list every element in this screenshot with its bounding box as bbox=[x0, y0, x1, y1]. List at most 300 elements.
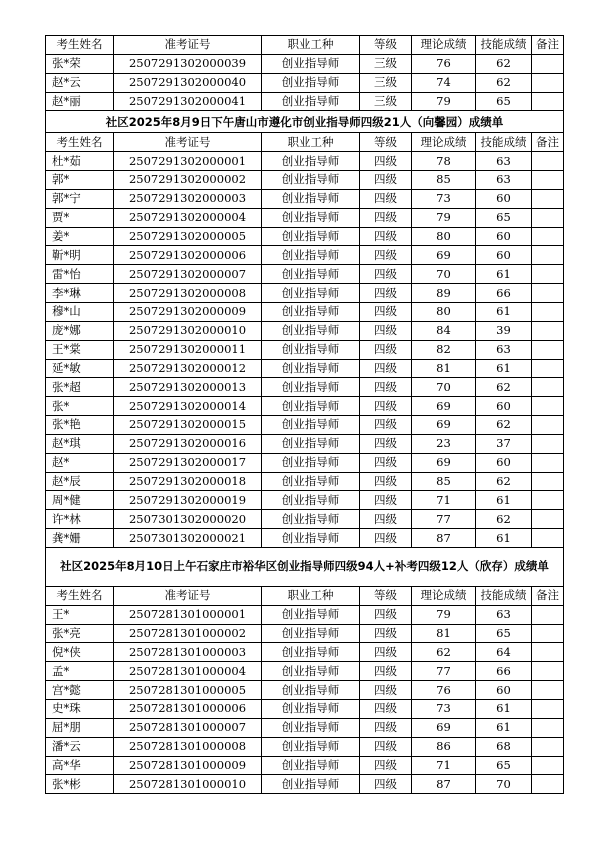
skill-score-cell: 63 bbox=[476, 171, 532, 190]
score-table-body bbox=[46, 36, 564, 794]
remark-cell bbox=[532, 529, 564, 548]
exam-number-cell: 2507291302000004 bbox=[114, 208, 262, 227]
remark-cell bbox=[532, 681, 564, 700]
skill-score-cell: 62 bbox=[476, 378, 532, 397]
table-row bbox=[46, 340, 564, 359]
occupation-cell: 创业指导师 bbox=[262, 775, 360, 794]
occupation-cell: 创业指导师 bbox=[262, 73, 360, 92]
candidate-name-cell: 赵*丽 bbox=[46, 92, 114, 111]
table-row bbox=[46, 416, 564, 435]
exam-number-cell: 2507291302000041 bbox=[114, 92, 262, 111]
theory-score-cell: 78 bbox=[412, 152, 476, 171]
theory-score-cell: 74 bbox=[412, 73, 476, 92]
skill-score-cell: 62 bbox=[476, 510, 532, 529]
candidate-name-cell: 穆*山 bbox=[46, 302, 114, 321]
theory-score-cell: 69 bbox=[412, 453, 476, 472]
level-cell: 四级 bbox=[360, 227, 412, 246]
table-row bbox=[46, 510, 564, 529]
level-cell: 四级 bbox=[360, 302, 412, 321]
skill-score-cell: 62 bbox=[476, 472, 532, 491]
candidate-name-cell: 张*艳 bbox=[46, 416, 114, 435]
theory-score-cell: 77 bbox=[412, 510, 476, 529]
skill-score-cell: 62 bbox=[476, 73, 532, 92]
occupation-cell: 创业指导师 bbox=[262, 737, 360, 756]
skill-score-cell: 60 bbox=[476, 453, 532, 472]
table-row bbox=[46, 681, 564, 700]
exam-number-cell: 2507281301000010 bbox=[114, 775, 262, 794]
remark-cell bbox=[532, 397, 564, 416]
candidate-name-cell: 屈*朋 bbox=[46, 718, 114, 737]
level-cell: 三级 bbox=[360, 73, 412, 92]
level-cell: 四级 bbox=[360, 189, 412, 208]
column-header: 等级 bbox=[360, 36, 412, 55]
candidate-name-cell: 周*健 bbox=[46, 491, 114, 510]
table-row bbox=[46, 434, 564, 453]
level-cell: 四级 bbox=[360, 284, 412, 303]
occupation-cell: 创业指导师 bbox=[262, 246, 360, 265]
skill-score-cell: 60 bbox=[476, 189, 532, 208]
candidate-name-cell: 宫*懿 bbox=[46, 681, 114, 700]
candidate-name-cell: 张*超 bbox=[46, 378, 114, 397]
skill-score-cell: 61 bbox=[476, 529, 532, 548]
column-header: 理论成绩 bbox=[412, 133, 476, 152]
exam-number-cell: 2507291302000013 bbox=[114, 378, 262, 397]
occupation-cell: 创业指导师 bbox=[262, 321, 360, 340]
skill-score-cell: 64 bbox=[476, 643, 532, 662]
exam-number-cell: 2507291302000001 bbox=[114, 152, 262, 171]
theory-score-cell: 80 bbox=[412, 227, 476, 246]
column-header: 职业工种 bbox=[262, 133, 360, 152]
candidate-name-cell: 赵*琪 bbox=[46, 434, 114, 453]
skill-score-cell: 60 bbox=[476, 397, 532, 416]
theory-score-cell: 82 bbox=[412, 340, 476, 359]
level-cell: 四级 bbox=[360, 718, 412, 737]
exam-number-cell: 2507301302000021 bbox=[114, 529, 262, 548]
table-row bbox=[46, 378, 564, 397]
column-header: 理论成绩 bbox=[412, 586, 476, 605]
remark-cell bbox=[532, 775, 564, 794]
column-header: 考生姓名 bbox=[46, 133, 114, 152]
exam-number-cell: 2507281301000005 bbox=[114, 681, 262, 700]
skill-score-cell: 63 bbox=[476, 605, 532, 624]
remark-cell bbox=[532, 189, 564, 208]
column-header: 等级 bbox=[360, 133, 412, 152]
occupation-cell: 创业指导师 bbox=[262, 152, 360, 171]
remark-cell bbox=[532, 605, 564, 624]
remark-cell bbox=[532, 624, 564, 643]
level-cell: 三级 bbox=[360, 54, 412, 73]
theory-score-cell: 73 bbox=[412, 700, 476, 719]
exam-number-cell: 2507291302000007 bbox=[114, 265, 262, 284]
remark-cell bbox=[532, 643, 564, 662]
table-row bbox=[46, 265, 564, 284]
table-row bbox=[46, 92, 564, 111]
candidate-name-cell: 雷*怡 bbox=[46, 265, 114, 284]
skill-score-cell: 60 bbox=[476, 246, 532, 265]
table-row bbox=[46, 152, 564, 171]
column-header: 备注 bbox=[532, 36, 564, 55]
occupation-cell: 创业指导师 bbox=[262, 416, 360, 435]
section-title-row bbox=[46, 547, 564, 586]
occupation-cell: 创业指导师 bbox=[262, 472, 360, 491]
exam-number-cell: 2507291302000017 bbox=[114, 453, 262, 472]
candidate-name-cell: 赵*辰 bbox=[46, 472, 114, 491]
occupation-cell: 创业指导师 bbox=[262, 189, 360, 208]
theory-score-cell: 87 bbox=[412, 775, 476, 794]
table-row bbox=[46, 491, 564, 510]
theory-score-cell: 71 bbox=[412, 756, 476, 775]
level-cell: 四级 bbox=[360, 171, 412, 190]
remark-cell bbox=[532, 284, 564, 303]
occupation-cell: 创业指导师 bbox=[262, 171, 360, 190]
candidate-name-cell: 王* bbox=[46, 605, 114, 624]
table-row bbox=[46, 472, 564, 491]
skill-score-cell: 66 bbox=[476, 284, 532, 303]
table-row bbox=[46, 737, 564, 756]
exam-number-cell: 2507281301000009 bbox=[114, 756, 262, 775]
table-row bbox=[46, 700, 564, 719]
exam-number-cell: 2507291302000003 bbox=[114, 189, 262, 208]
remark-cell bbox=[532, 73, 564, 92]
skill-score-cell: 39 bbox=[476, 321, 532, 340]
remark-cell bbox=[532, 718, 564, 737]
level-cell: 四级 bbox=[360, 681, 412, 700]
level-cell: 四级 bbox=[360, 152, 412, 171]
occupation-cell: 创业指导师 bbox=[262, 681, 360, 700]
header-row bbox=[46, 586, 564, 605]
theory-score-cell: 85 bbox=[412, 171, 476, 190]
occupation-cell: 创业指导师 bbox=[262, 529, 360, 548]
exam-number-cell: 2507291302000011 bbox=[114, 340, 262, 359]
table-row bbox=[46, 529, 564, 548]
exam-number-cell: 2507281301000001 bbox=[114, 605, 262, 624]
table-row bbox=[46, 775, 564, 794]
exam-number-cell: 2507281301000002 bbox=[114, 624, 262, 643]
remark-cell bbox=[532, 378, 564, 397]
theory-score-cell: 80 bbox=[412, 302, 476, 321]
table-row bbox=[46, 756, 564, 775]
occupation-cell: 创业指导师 bbox=[262, 92, 360, 111]
theory-score-cell: 62 bbox=[412, 643, 476, 662]
column-header: 等级 bbox=[360, 586, 412, 605]
candidate-name-cell: 许*林 bbox=[46, 510, 114, 529]
theory-score-cell: 81 bbox=[412, 624, 476, 643]
theory-score-cell: 85 bbox=[412, 472, 476, 491]
remark-cell bbox=[532, 700, 564, 719]
column-header: 备注 bbox=[532, 586, 564, 605]
exam-number-cell: 2507291302000002 bbox=[114, 171, 262, 190]
table-row bbox=[46, 284, 564, 303]
occupation-cell: 创业指导师 bbox=[262, 662, 360, 681]
column-header: 理论成绩 bbox=[412, 36, 476, 55]
remark-cell bbox=[532, 737, 564, 756]
occupation-cell: 创业指导师 bbox=[262, 284, 360, 303]
theory-score-cell: 73 bbox=[412, 189, 476, 208]
exam-number-cell: 2507291302000012 bbox=[114, 359, 262, 378]
candidate-name-cell: 王*棠 bbox=[46, 340, 114, 359]
occupation-cell: 创业指导师 bbox=[262, 624, 360, 643]
remark-cell bbox=[532, 491, 564, 510]
remark-cell bbox=[532, 227, 564, 246]
remark-cell bbox=[532, 662, 564, 681]
exam-number-cell: 2507291302000016 bbox=[114, 434, 262, 453]
exam-number-cell: 2507291302000010 bbox=[114, 321, 262, 340]
remark-cell bbox=[532, 92, 564, 111]
level-cell: 四级 bbox=[360, 321, 412, 340]
candidate-name-cell: 李*琳 bbox=[46, 284, 114, 303]
section-title: 社区2025年8月9日下午唐山市遵化市创业指导师四级21人（向馨园）成绩单 bbox=[46, 111, 564, 133]
skill-score-cell: 70 bbox=[476, 775, 532, 794]
level-cell: 四级 bbox=[360, 756, 412, 775]
column-header: 准考证号 bbox=[114, 133, 262, 152]
score-document bbox=[45, 35, 563, 794]
score-table bbox=[45, 35, 564, 794]
level-cell: 四级 bbox=[360, 700, 412, 719]
level-cell: 四级 bbox=[360, 416, 412, 435]
candidate-name-cell: 倪*侠 bbox=[46, 643, 114, 662]
exam-number-cell: 2507291302000009 bbox=[114, 302, 262, 321]
theory-score-cell: 69 bbox=[412, 718, 476, 737]
occupation-cell: 创业指导师 bbox=[262, 54, 360, 73]
candidate-name-cell: 赵*云 bbox=[46, 73, 114, 92]
occupation-cell: 创业指导师 bbox=[262, 265, 360, 284]
remark-cell bbox=[532, 265, 564, 284]
occupation-cell: 创业指导师 bbox=[262, 397, 360, 416]
remark-cell bbox=[532, 152, 564, 171]
theory-score-cell: 76 bbox=[412, 54, 476, 73]
theory-score-cell: 76 bbox=[412, 681, 476, 700]
level-cell: 四级 bbox=[360, 662, 412, 681]
exam-number-cell: 2507291302000019 bbox=[114, 491, 262, 510]
candidate-name-cell: 庞*娜 bbox=[46, 321, 114, 340]
level-cell: 四级 bbox=[360, 643, 412, 662]
remark-cell bbox=[532, 246, 564, 265]
column-header: 考生姓名 bbox=[46, 36, 114, 55]
exam-number-cell: 2507281301000007 bbox=[114, 718, 262, 737]
skill-score-cell: 61 bbox=[476, 491, 532, 510]
candidate-name-cell: 赵* bbox=[46, 453, 114, 472]
level-cell: 四级 bbox=[360, 491, 412, 510]
level-cell: 四级 bbox=[360, 453, 412, 472]
column-header: 职业工种 bbox=[262, 586, 360, 605]
exam-number-cell: 2507281301000006 bbox=[114, 700, 262, 719]
occupation-cell: 创业指导师 bbox=[262, 756, 360, 775]
table-row bbox=[46, 171, 564, 190]
column-header: 技能成绩 bbox=[476, 586, 532, 605]
remark-cell bbox=[532, 340, 564, 359]
theory-score-cell: 79 bbox=[412, 605, 476, 624]
remark-cell bbox=[532, 302, 564, 321]
occupation-cell: 创业指导师 bbox=[262, 378, 360, 397]
level-cell: 四级 bbox=[360, 529, 412, 548]
candidate-name-cell: 靳*明 bbox=[46, 246, 114, 265]
exam-number-cell: 2507291302000039 bbox=[114, 54, 262, 73]
table-row bbox=[46, 246, 564, 265]
table-row bbox=[46, 73, 564, 92]
table-row bbox=[46, 605, 564, 624]
skill-score-cell: 61 bbox=[476, 359, 532, 378]
header-row bbox=[46, 133, 564, 152]
skill-score-cell: 61 bbox=[476, 718, 532, 737]
candidate-name-cell: 延*敏 bbox=[46, 359, 114, 378]
candidate-name-cell: 史*珠 bbox=[46, 700, 114, 719]
level-cell: 四级 bbox=[360, 434, 412, 453]
candidate-name-cell: 潘*云 bbox=[46, 737, 114, 756]
skill-score-cell: 65 bbox=[476, 756, 532, 775]
table-row bbox=[46, 54, 564, 73]
table-row bbox=[46, 643, 564, 662]
exam-number-cell: 2507291302000008 bbox=[114, 284, 262, 303]
header-row bbox=[46, 36, 564, 55]
exam-number-cell: 2507281301000003 bbox=[114, 643, 262, 662]
theory-score-cell: 23 bbox=[412, 434, 476, 453]
occupation-cell: 创业指导师 bbox=[262, 340, 360, 359]
table-row bbox=[46, 359, 564, 378]
skill-score-cell: 65 bbox=[476, 92, 532, 111]
level-cell: 四级 bbox=[360, 624, 412, 643]
candidate-name-cell: 姜* bbox=[46, 227, 114, 246]
occupation-cell: 创业指导师 bbox=[262, 700, 360, 719]
table-row bbox=[46, 624, 564, 643]
theory-score-cell: 79 bbox=[412, 208, 476, 227]
candidate-name-cell: 张*彬 bbox=[46, 775, 114, 794]
exam-number-cell: 2507291302000006 bbox=[114, 246, 262, 265]
remark-cell bbox=[532, 756, 564, 775]
theory-score-cell: 81 bbox=[412, 359, 476, 378]
table-row bbox=[46, 189, 564, 208]
theory-score-cell: 69 bbox=[412, 397, 476, 416]
exam-number-cell: 2507291302000018 bbox=[114, 472, 262, 491]
remark-cell bbox=[532, 472, 564, 491]
exam-number-cell: 2507291302000014 bbox=[114, 397, 262, 416]
level-cell: 四级 bbox=[360, 340, 412, 359]
column-header: 技能成绩 bbox=[476, 36, 532, 55]
remark-cell bbox=[532, 434, 564, 453]
theory-score-cell: 84 bbox=[412, 321, 476, 340]
theory-score-cell: 69 bbox=[412, 416, 476, 435]
remark-cell bbox=[532, 510, 564, 529]
table-row bbox=[46, 208, 564, 227]
occupation-cell: 创业指导师 bbox=[262, 208, 360, 227]
remark-cell bbox=[532, 416, 564, 435]
table-row bbox=[46, 321, 564, 340]
skill-score-cell: 60 bbox=[476, 681, 532, 700]
theory-score-cell: 71 bbox=[412, 491, 476, 510]
occupation-cell: 创业指导师 bbox=[262, 643, 360, 662]
skill-score-cell: 61 bbox=[476, 700, 532, 719]
exam-number-cell: 2507301302000020 bbox=[114, 510, 262, 529]
exam-number-cell: 2507291302000005 bbox=[114, 227, 262, 246]
candidate-name-cell: 张* bbox=[46, 397, 114, 416]
remark-cell bbox=[532, 321, 564, 340]
level-cell: 四级 bbox=[360, 472, 412, 491]
skill-score-cell: 62 bbox=[476, 416, 532, 435]
column-header: 技能成绩 bbox=[476, 133, 532, 152]
candidate-name-cell: 孟* bbox=[46, 662, 114, 681]
theory-score-cell: 86 bbox=[412, 737, 476, 756]
exam-number-cell: 2507281301000008 bbox=[114, 737, 262, 756]
occupation-cell: 创业指导师 bbox=[262, 718, 360, 737]
table-row bbox=[46, 227, 564, 246]
section-title: 社区2025年8月10日上午石家庄市裕华区创业指导师四级94人+补考四级12人（欣存）成绩单 bbox=[46, 547, 564, 586]
level-cell: 四级 bbox=[360, 510, 412, 529]
table-row bbox=[46, 302, 564, 321]
level-cell: 四级 bbox=[360, 265, 412, 284]
skill-score-cell: 65 bbox=[476, 624, 532, 643]
skill-score-cell: 63 bbox=[476, 152, 532, 171]
exam-number-cell: 2507291302000040 bbox=[114, 73, 262, 92]
candidate-name-cell: 龚*姗 bbox=[46, 529, 114, 548]
skill-score-cell: 63 bbox=[476, 340, 532, 359]
occupation-cell: 创业指导师 bbox=[262, 510, 360, 529]
theory-score-cell: 79 bbox=[412, 92, 476, 111]
candidate-name-cell: 贾* bbox=[46, 208, 114, 227]
column-header: 备注 bbox=[532, 133, 564, 152]
theory-score-cell: 87 bbox=[412, 529, 476, 548]
candidate-name-cell: 郭*宁 bbox=[46, 189, 114, 208]
skill-score-cell: 62 bbox=[476, 54, 532, 73]
exam-number-cell: 2507281301000004 bbox=[114, 662, 262, 681]
candidate-name-cell: 杜*茹 bbox=[46, 152, 114, 171]
candidate-name-cell: 张*荣 bbox=[46, 54, 114, 73]
remark-cell bbox=[532, 359, 564, 378]
candidate-name-cell: 郭* bbox=[46, 171, 114, 190]
column-header: 职业工种 bbox=[262, 36, 360, 55]
theory-score-cell: 70 bbox=[412, 265, 476, 284]
column-header: 准考证号 bbox=[114, 36, 262, 55]
theory-score-cell: 69 bbox=[412, 246, 476, 265]
table-row bbox=[46, 662, 564, 681]
level-cell: 四级 bbox=[360, 605, 412, 624]
occupation-cell: 创业指导师 bbox=[262, 491, 360, 510]
exam-number-cell: 2507291302000015 bbox=[114, 416, 262, 435]
level-cell: 四级 bbox=[360, 246, 412, 265]
table-row bbox=[46, 718, 564, 737]
table-row bbox=[46, 453, 564, 472]
level-cell: 四级 bbox=[360, 737, 412, 756]
level-cell: 三级 bbox=[360, 92, 412, 111]
skill-score-cell: 65 bbox=[476, 208, 532, 227]
occupation-cell: 创业指导师 bbox=[262, 434, 360, 453]
table-row bbox=[46, 397, 564, 416]
level-cell: 四级 bbox=[360, 359, 412, 378]
skill-score-cell: 60 bbox=[476, 227, 532, 246]
theory-score-cell: 89 bbox=[412, 284, 476, 303]
occupation-cell: 创业指导师 bbox=[262, 302, 360, 321]
candidate-name-cell: 张*亮 bbox=[46, 624, 114, 643]
skill-score-cell: 66 bbox=[476, 662, 532, 681]
remark-cell bbox=[532, 208, 564, 227]
level-cell: 四级 bbox=[360, 775, 412, 794]
level-cell: 四级 bbox=[360, 397, 412, 416]
section-title-row bbox=[46, 111, 564, 133]
theory-score-cell: 70 bbox=[412, 378, 476, 397]
occupation-cell: 创业指导师 bbox=[262, 453, 360, 472]
skill-score-cell: 61 bbox=[476, 265, 532, 284]
occupation-cell: 创业指导师 bbox=[262, 605, 360, 624]
remark-cell bbox=[532, 171, 564, 190]
skill-score-cell: 61 bbox=[476, 302, 532, 321]
remark-cell bbox=[532, 54, 564, 73]
occupation-cell: 创业指导师 bbox=[262, 227, 360, 246]
skill-score-cell: 37 bbox=[476, 434, 532, 453]
candidate-name-cell: 高*华 bbox=[46, 756, 114, 775]
level-cell: 四级 bbox=[360, 208, 412, 227]
occupation-cell: 创业指导师 bbox=[262, 359, 360, 378]
skill-score-cell: 68 bbox=[476, 737, 532, 756]
column-header: 准考证号 bbox=[114, 586, 262, 605]
theory-score-cell: 77 bbox=[412, 662, 476, 681]
